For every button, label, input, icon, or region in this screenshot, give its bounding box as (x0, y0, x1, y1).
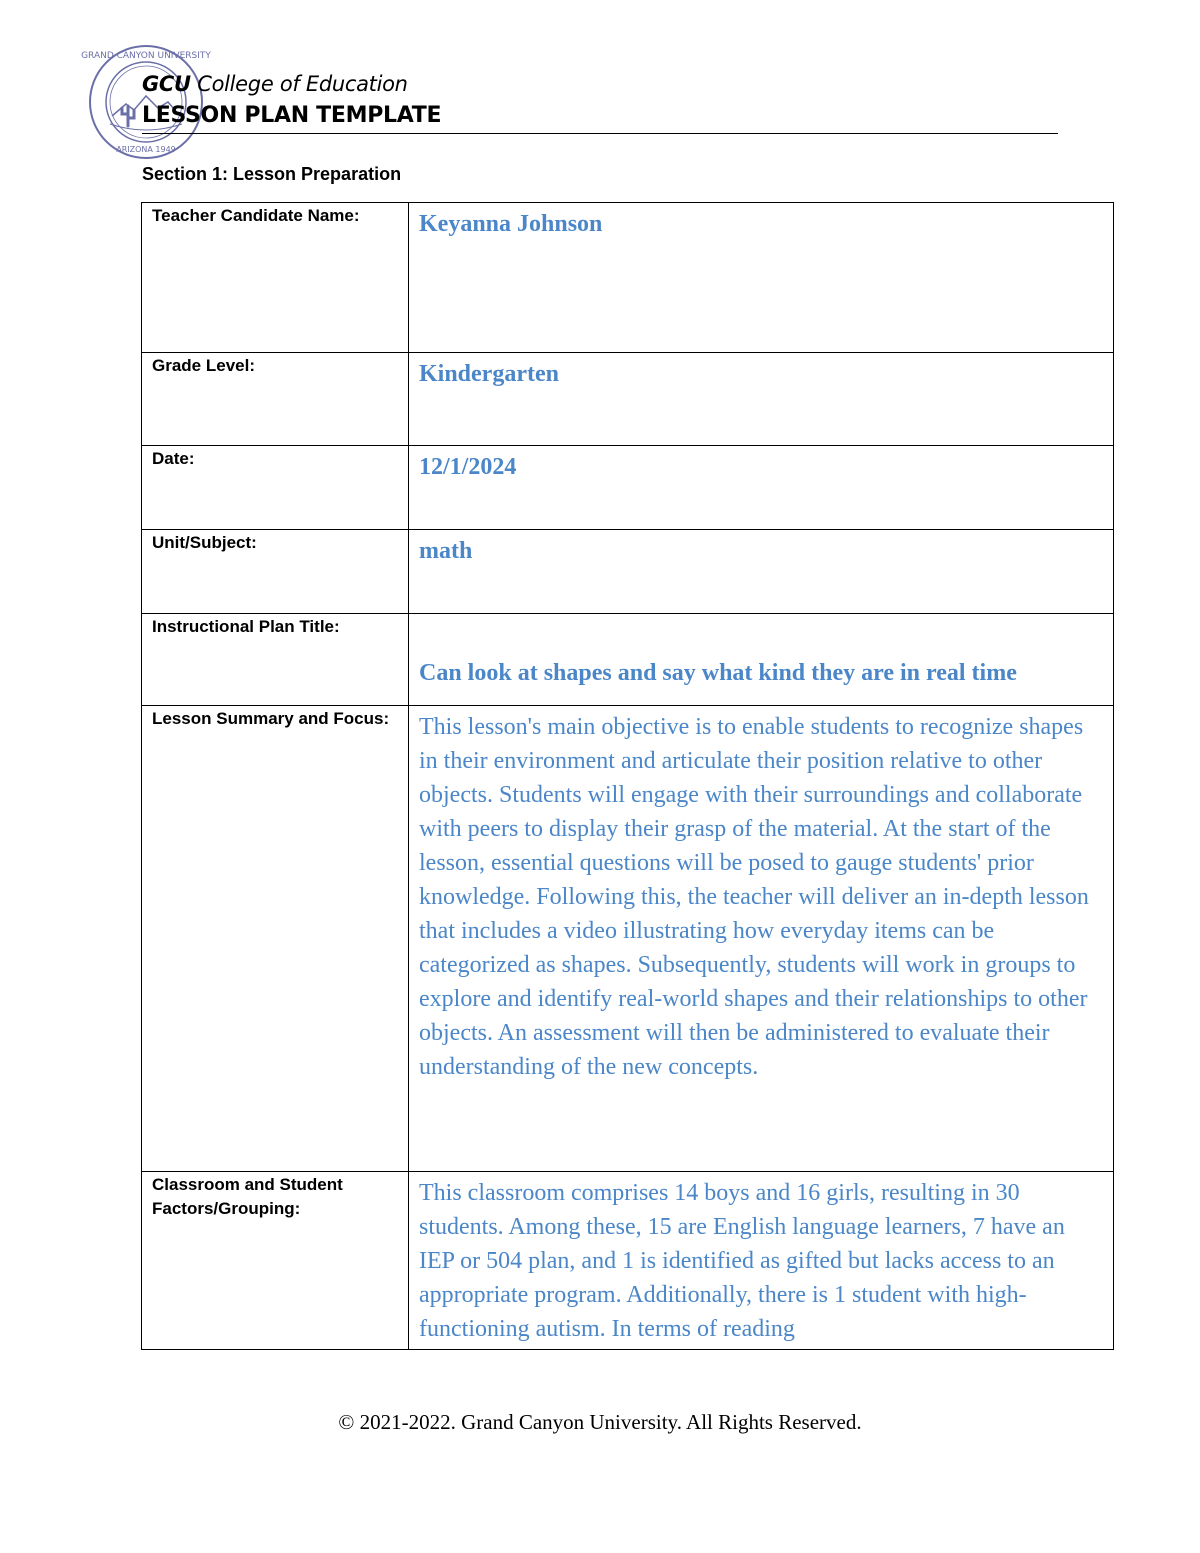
table-row (142, 203, 1114, 353)
template-title: LESSON PLAN TEMPLATE (142, 103, 442, 128)
teacher-name-value: Keyanna Johnson (409, 203, 1114, 353)
plan-title-label: Instructional Plan Title: (142, 614, 409, 706)
classroom-label: Classroom and Student Factors/Grouping: (142, 1172, 409, 1350)
table-row (142, 530, 1114, 614)
grade-level-label: Grade Level: (142, 353, 409, 446)
classroom-value: This classroom comprises 14 boys and 16 girls, resulting in 30 students. Among these, 15 are English language learners, 7 have an IEP or 504 plan, and 1 is identified as gifted but lacks access to an appropriate program. Additionally, there is 1 student with high-functioning autism. In terms of reading (409, 1172, 1114, 1350)
college-name (142, 72, 408, 96)
grade-level-value: Kindergarten (409, 353, 1114, 446)
header-rule (142, 133, 1058, 134)
table-row (142, 446, 1114, 530)
date-value: 12/1/2024 (409, 446, 1114, 530)
unit-subject-value: math (409, 530, 1114, 614)
teacher-name-label: Teacher Candidate Name: (142, 203, 409, 353)
table-row (142, 614, 1114, 706)
table-row (142, 1172, 1114, 1350)
section-title: Section 1: Lesson Preparation (142, 164, 402, 184)
table-row (142, 353, 1114, 446)
copyright-footer: © 2021-2022. Grand Canyon University. All Rights Reserved. (338, 1410, 862, 1434)
unit-subject-label: Unit/Subject: (142, 530, 409, 614)
college-abbr: GCU (142, 72, 191, 96)
summary-label: Lesson Summary and Focus: (142, 706, 409, 1172)
plan-title-value: Can look at shapes and say what kind they are in real time (409, 614, 1114, 706)
svg-text:ARIZONA 1949: ARIZONA 1949 (116, 145, 176, 154)
svg-text:GRAND CANYON UNIVERSITY: GRAND CANYON UNIVERSITY (81, 51, 211, 61)
date-label: Date: (142, 446, 409, 530)
summary-value: This lesson's main objective is to enable students to recognize shapes in their environment and articulate their position relative to other objects. Students will engage with their surroundings and collaborate with peers to display their grasp of the material. At the start of the lesson, essential questions will be posed to gauge students' prior knowledge. Following this, the teacher will deliver an in-depth lesson that includes a video illustrating how everyday items can be categorized as shapes. Subsequently, students will work in groups to explore and identify real-world shapes and their relationships to other objects. An assessment will then be administered to evaluate their understanding of the new concepts. (409, 706, 1114, 1172)
gcu-seal-logo (81, 44, 211, 160)
college-name-text: College of Education (197, 72, 408, 96)
lesson-plan-table (141, 202, 1114, 1350)
table-row (142, 706, 1114, 1172)
